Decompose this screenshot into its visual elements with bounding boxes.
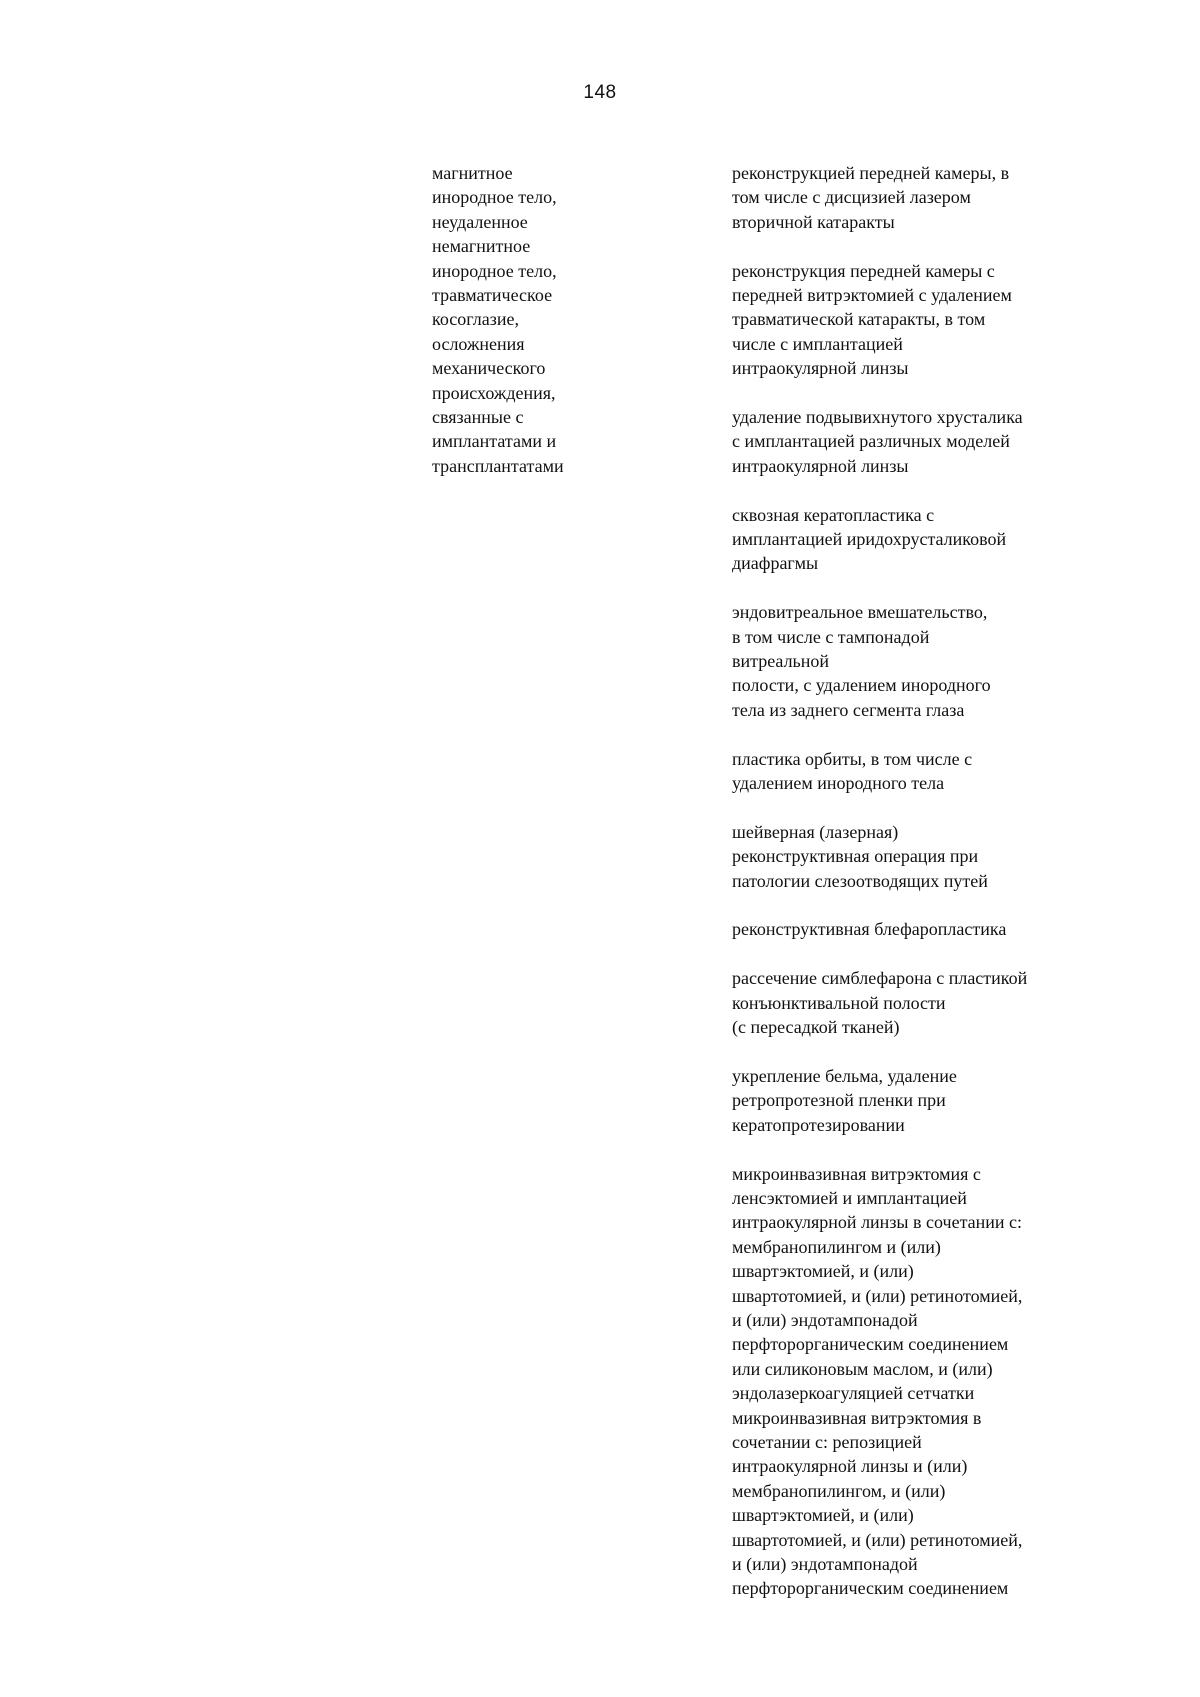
diagnosis-line: магнитное	[432, 163, 513, 183]
treatment-line: шейверная (лазерная)	[732, 821, 899, 842]
treatment-line: диафрагмы	[732, 553, 819, 574]
treatment-line: или силиконовым маслом, и (или)	[732, 1358, 993, 1379]
treatment-paragraph	[732, 503, 1162, 576]
treatment-line: перфторорганическим соединением	[732, 1334, 1009, 1355]
treatment-line: (с пересадкой тканей)	[732, 1017, 900, 1038]
treatment-line: швартотомией, и (или) ретинотомией,	[732, 1285, 1023, 1306]
treatment-line: пластика орбиты, в том числе с	[732, 748, 973, 769]
treatment-paragraph	[732, 966, 1162, 1039]
treatment-line: интраокулярной линзы и (или)	[732, 1456, 968, 1477]
treatment-line: мембранопилингом, и (или)	[732, 1480, 946, 1501]
treatment-line: сквозная кератопластика с	[732, 504, 935, 525]
treatment-paragraph	[732, 405, 1162, 478]
diagnosis-line: трансплантатами	[432, 455, 564, 476]
treatment-line: микроинвазивная витрэктомия в	[732, 1407, 982, 1428]
diagnosis-line: имплантатами и	[432, 431, 557, 452]
treatment-paragraph	[732, 747, 1162, 796]
diagnosis-column	[432, 161, 662, 478]
treatment-line: вторичной катаракты	[732, 211, 895, 232]
treatment-paragraph	[732, 917, 1162, 941]
treatment-line: полости, с удалением инородного	[732, 675, 991, 696]
treatment-line: конъюнктивальной полости	[732, 992, 946, 1013]
diagnosis-line: косоглазие,	[432, 309, 519, 330]
diagnosis-line: немагнитное	[432, 236, 531, 257]
diagnosis-line: связанные с	[432, 407, 524, 428]
treatment-paragraph	[732, 820, 1162, 893]
treatment-column	[732, 161, 1162, 1625]
treatment-line: удалением инородного тела	[732, 773, 945, 794]
treatment-line: рассечение симблефарона с пластикой	[732, 968, 1028, 989]
treatment-line: микроинвазивная витрэктомия с	[732, 1163, 981, 1184]
diagnosis-line: инородное тело,	[432, 260, 557, 281]
treatment-line: удаление подвывихнутого хрусталика	[732, 407, 1023, 428]
treatment-paragraph	[732, 259, 1162, 381]
treatment-line: швартэктомией, и (или)	[732, 1261, 914, 1282]
treatment-line: укрепление бельма, удаление	[732, 1065, 957, 1086]
diagnosis-line: происхождения,	[432, 382, 556, 403]
treatment-line: и (или) эндотампонадой	[732, 1554, 918, 1574]
page-number: 148	[583, 82, 617, 103]
treatment-line: реконструктивная блефаропластика	[732, 919, 1007, 940]
treatment-line: эндовитреальное вмешательство,	[732, 602, 988, 623]
treatment-line: мембранопилингом и (или)	[732, 1236, 941, 1257]
treatment-line: в том числе с тампонадой	[732, 626, 930, 647]
treatment-line: травматической катаракты, в том	[732, 309, 986, 330]
treatment-line: реконструкция передней камеры с	[732, 260, 995, 281]
treatment-line: интраокулярной линзы	[732, 455, 909, 476]
treatment-line: витреальной	[732, 651, 830, 672]
treatment-line: реконструктивная операция при	[732, 846, 979, 867]
treatment-paragraph	[732, 1064, 1162, 1137]
treatment-line: тела из заднего сегмента глаза	[732, 699, 965, 720]
treatment-line: имплантацией иридохрусталиковой	[732, 529, 1007, 550]
treatment-line: ленсэктомией и имплантацией	[732, 1187, 967, 1208]
treatment-line: ретропротезной пленки при	[732, 1090, 946, 1111]
treatment-line: числе с имплантацией	[732, 333, 903, 354]
treatment-line: интраокулярной линзы в сочетании с:	[732, 1212, 1023, 1233]
diagnosis-line: механического	[432, 358, 546, 379]
treatment-line: кератопротезировании	[732, 1114, 905, 1135]
treatment-line: передней витрэктомией с удалением	[732, 285, 1012, 306]
treatment-paragraph	[732, 600, 1162, 722]
treatment-paragraph	[732, 161, 1162, 234]
treatment-line: патологии слезоотводящих путей	[732, 870, 988, 891]
treatment-line: том числе с дисцизией лазером	[732, 187, 971, 208]
diagnosis-line: неудаленное	[432, 211, 528, 232]
treatment-line: швартэктомией, и (или)	[732, 1505, 914, 1526]
diagnosis-line: инородное тело,	[432, 187, 557, 208]
treatment-line: швартотомией, и (или) ретинотомией,	[732, 1529, 1023, 1550]
treatment-line: реконструкцией передней камеры, в	[732, 163, 1010, 183]
treatment-line: интраокулярной линзы	[732, 358, 909, 379]
diagnosis-line: травматическое	[432, 285, 553, 306]
treatment-paragraph	[732, 1162, 1162, 1601]
treatment-line: сочетании с: репозицией	[732, 1431, 922, 1452]
diagnosis-line: осложнения	[432, 333, 525, 354]
treatment-line: с имплантацией различных моделей	[732, 431, 1010, 452]
treatment-line: и (или) эндотампонадой	[732, 1309, 918, 1330]
treatment-line: эндолазеркоагуляцией сетчатки	[732, 1383, 975, 1404]
treatment-line: перфторорганическим соединением	[732, 1578, 1009, 1599]
